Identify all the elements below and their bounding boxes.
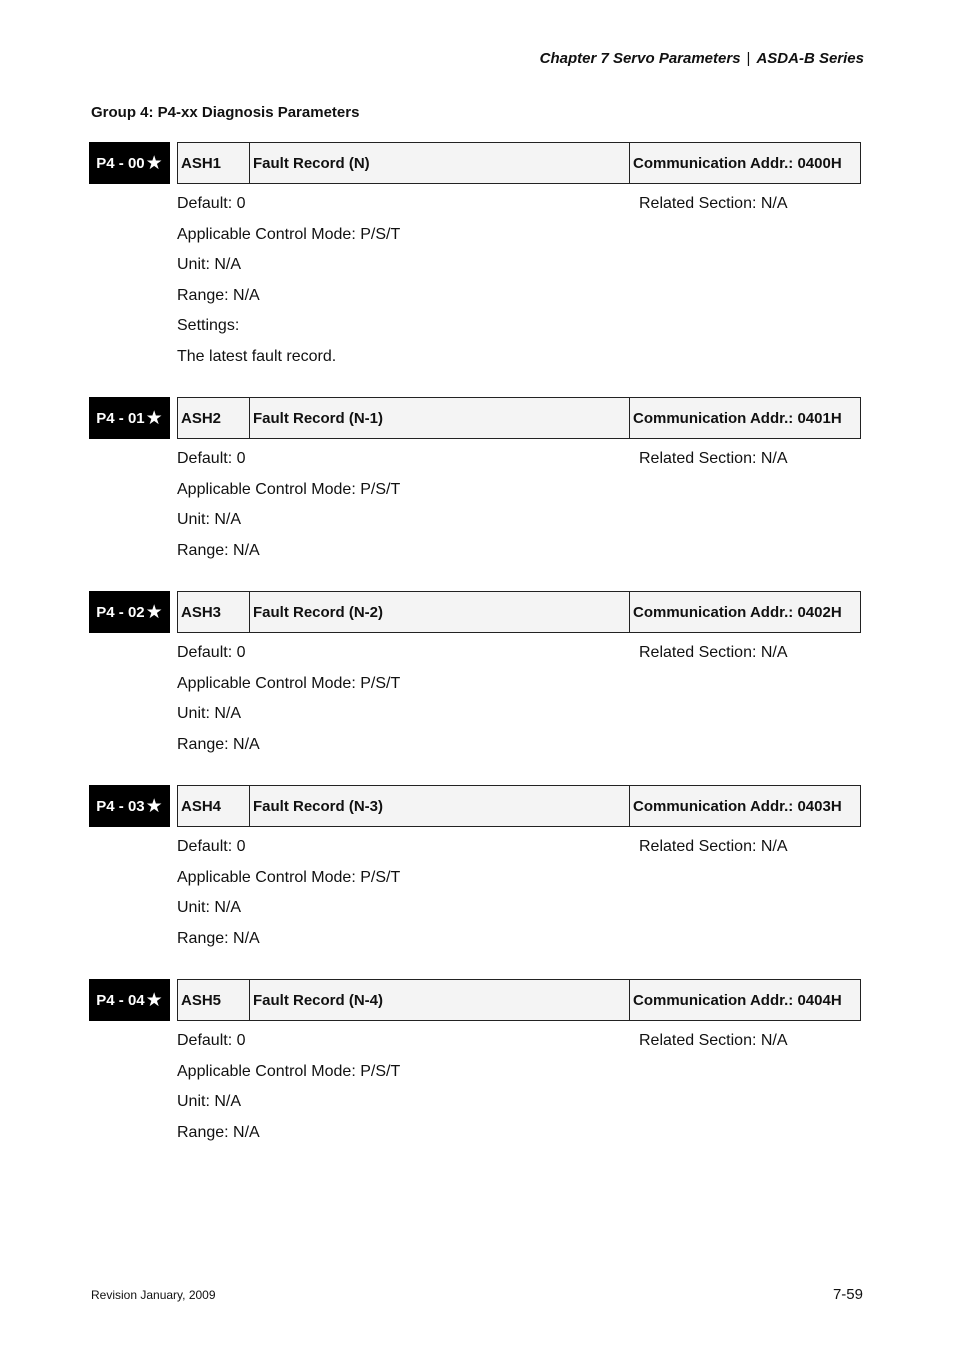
parameter-id: P4 - 03 [96,797,145,815]
series-name: ASDA-B Series [756,50,864,67]
control-mode: Applicable Control Mode: P/S/T [177,480,401,498]
control-mode: Applicable Control Mode: P/S/T [177,868,401,886]
related-section: Related Section: N/A [639,644,788,661]
parameter-name: Fault Record (N-4) [250,980,630,1020]
parameter-block-p4-04 [89,979,861,1153]
communication-address: Communication Addr.: 0403H [633,797,842,815]
related-section: Related Section: N/A [639,450,788,467]
range: Range: N/A [177,541,260,559]
parameter-header-table [177,142,861,184]
default-value: Default: 0 [177,1032,246,1049]
running-header [540,50,864,67]
range: Range: N/A [177,735,260,753]
page-number: 7-59 [832,1286,863,1303]
parameter-details [177,184,861,377]
star-icon: ★ [145,601,163,623]
control-mode: Applicable Control Mode: P/S/T [177,1062,401,1080]
settings-description: The latest fault record. [177,347,337,365]
communication-address: Communication Addr.: 0401H [633,409,842,427]
unit: Unit: N/A [177,1093,242,1110]
parameter-abbreviation: ASH5 [178,980,250,1020]
related-section: Related Section: N/A [639,1032,788,1049]
parameter-header-table [177,785,861,827]
parameter-abbreviation: ASH3 [178,592,250,632]
unit: Unit: N/A [177,899,242,916]
parameter-id: P4 - 01 [96,409,145,427]
range: Range: N/A [177,1123,260,1141]
parameter-header [89,397,861,439]
header-separator: | [746,50,751,67]
settings-label: Settings: [177,317,240,334]
parameter-header-table [177,397,861,439]
related-section: Related Section: N/A [639,838,788,855]
parameter-name: Fault Record (N) [250,143,630,183]
parameter-block-p4-03 [89,785,861,959]
parameter-id-badge [89,591,170,633]
star-icon: ★ [145,407,163,429]
parameter-id-badge [89,142,170,184]
parameter-id-badge [89,397,170,439]
parameter-header [89,979,861,1021]
parameter-details [177,633,861,765]
unit: Unit: N/A [177,705,242,722]
parameter-name: Fault Record (N-2) [250,592,630,632]
parameter-abbreviation: ASH2 [178,398,250,438]
range: Range: N/A [177,929,260,947]
parameter-name: Fault Record (N-3) [250,786,630,826]
parameter-id: P4 - 02 [96,603,145,621]
parameter-id: P4 - 00 [96,154,145,172]
parameter-details [177,827,861,959]
default-value: Default: 0 [177,838,246,855]
revision-note: Revision January, 2009 [91,1288,216,1302]
default-value: Default: 0 [177,644,246,661]
parameter-abbreviation: ASH1 [178,143,250,183]
unit: Unit: N/A [177,256,242,273]
parameter-header [89,785,861,827]
parameter-header-table [177,591,861,633]
range: Range: N/A [177,286,260,304]
parameter-header [89,591,861,633]
parameter-header-table [177,979,861,1021]
parameter-name: Fault Record (N-1) [250,398,630,438]
parameter-abbreviation: ASH4 [178,786,250,826]
control-mode: Applicable Control Mode: P/S/T [177,225,401,243]
star-icon: ★ [145,795,163,817]
star-icon: ★ [145,152,163,174]
parameter-details [177,439,861,571]
parameter-id-badge [89,785,170,827]
parameter-block-p4-00 [89,142,861,377]
default-value: Default: 0 [177,450,246,467]
parameter-header [89,142,861,184]
parameter-id-badge [89,979,170,1021]
related-section: Related Section: N/A [639,195,788,212]
parameter-block-p4-02 [89,591,861,765]
parameter-id: P4 - 04 [96,991,145,1009]
unit: Unit: N/A [177,511,242,528]
parameter-details [177,1021,861,1153]
default-value: Default: 0 [177,195,246,212]
chapter-title: Chapter 7 Servo Parameters [539,50,741,67]
parameter-block-p4-01 [89,397,861,571]
communication-address: Communication Addr.: 0400H [633,154,842,172]
control-mode: Applicable Control Mode: P/S/T [177,674,401,692]
group-title: Group 4: P4-xx Diagnosis Parameters [91,104,360,121]
star-icon: ★ [145,989,163,1011]
communication-address: Communication Addr.: 0404H [633,991,842,1009]
communication-address: Communication Addr.: 0402H [633,603,842,621]
